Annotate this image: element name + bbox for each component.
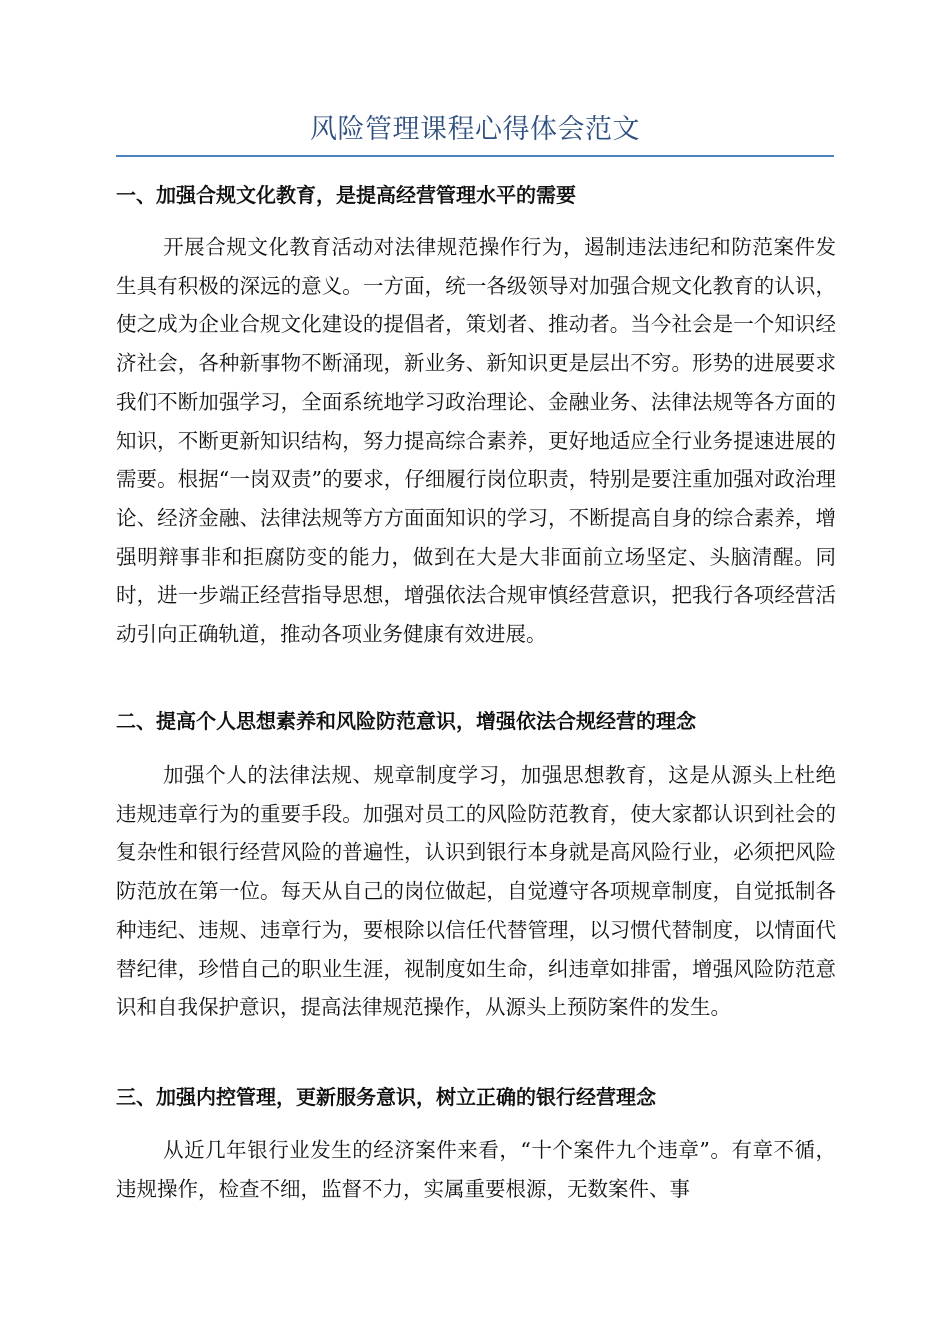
section-heading-3: 三、加强内控管理，更新服务意识，树立正确的银行经营理念 (116, 1085, 656, 1109)
section-heading-2: 二、提高个人思想素养和风险防范意识，增强依法合规经营的理念 (116, 709, 696, 733)
section-paragraph-1: 开展合规文化教育活动对法律规范操作行为，遏制违法违纪和防范案件发生具有积极的深远的意义。一方面，统一各级领导对加强合规文化教育的认识，使之成为企业合规文化建设的提倡者，策划者、推动者。当今社会是一个知识经济社会，各种新事物不断涌现，新业务、新知识更是层出不穷。形势的进展要求我们不断加强学习，全面系统地学习政治理论、金融业务、法律法规等各方面的知识，不断更新知识结构，努力提高综合素养，更好地适应全行业务提速进展的需要。根据“一岗双责”的要求，仔细履行岗位职责，特别是要注重加强对政治理论、经济金融、法律法规等方方面面知识的学习，不断提高自身的综合素养，增强明辩事非和拒腐防变的能力，做到在大是大非面前立场坚定、头脑清醒。同时，进一步端正经营指导思想，增强依法合规审慎经营意识，把我行各项经营活动引向正确轨道，推动各项业务健康有效进展。 (116, 235, 836, 647)
document-title: 风险管理课程心得体会范文 (310, 114, 640, 145)
section-paragraph-2: 加强个人的法律法规、规章制度学习，加强思想教育，这是从源头上杜绝违规违章行为的重要手段。加强对员工的风险防范教育，使大家都认识到社会的复杂性和银行经营风险的普遍性，认识到银行本身就是高风险行业，必须把风险防范放在第一位。每天从自己的岗位做起，自觉遵守各项规章制度，自觉抵制各种违纪、违规、违章行为，要根除以信任代替管理，以习惯代替制度，以情面代替纪律，珍惜自己的职业生涯，视制度如生命，纠违章如排雷，增强风险防范意识和自我保护意识，提高法律规范操作，从源头上预防案件的发生。 (116, 763, 836, 1020)
title-underline (116, 155, 834, 157)
section-heading-1: 一、加强合规文化教育，是提高经营管理水平的需要 (116, 183, 576, 207)
section-paragraph-3: 从近几年银行业发生的经济案件来看，“十个案件九个违章”。有章不循，违规操作，检查不细，监督不力，实属重要根源，无数案件、事 (116, 1138, 836, 1201)
